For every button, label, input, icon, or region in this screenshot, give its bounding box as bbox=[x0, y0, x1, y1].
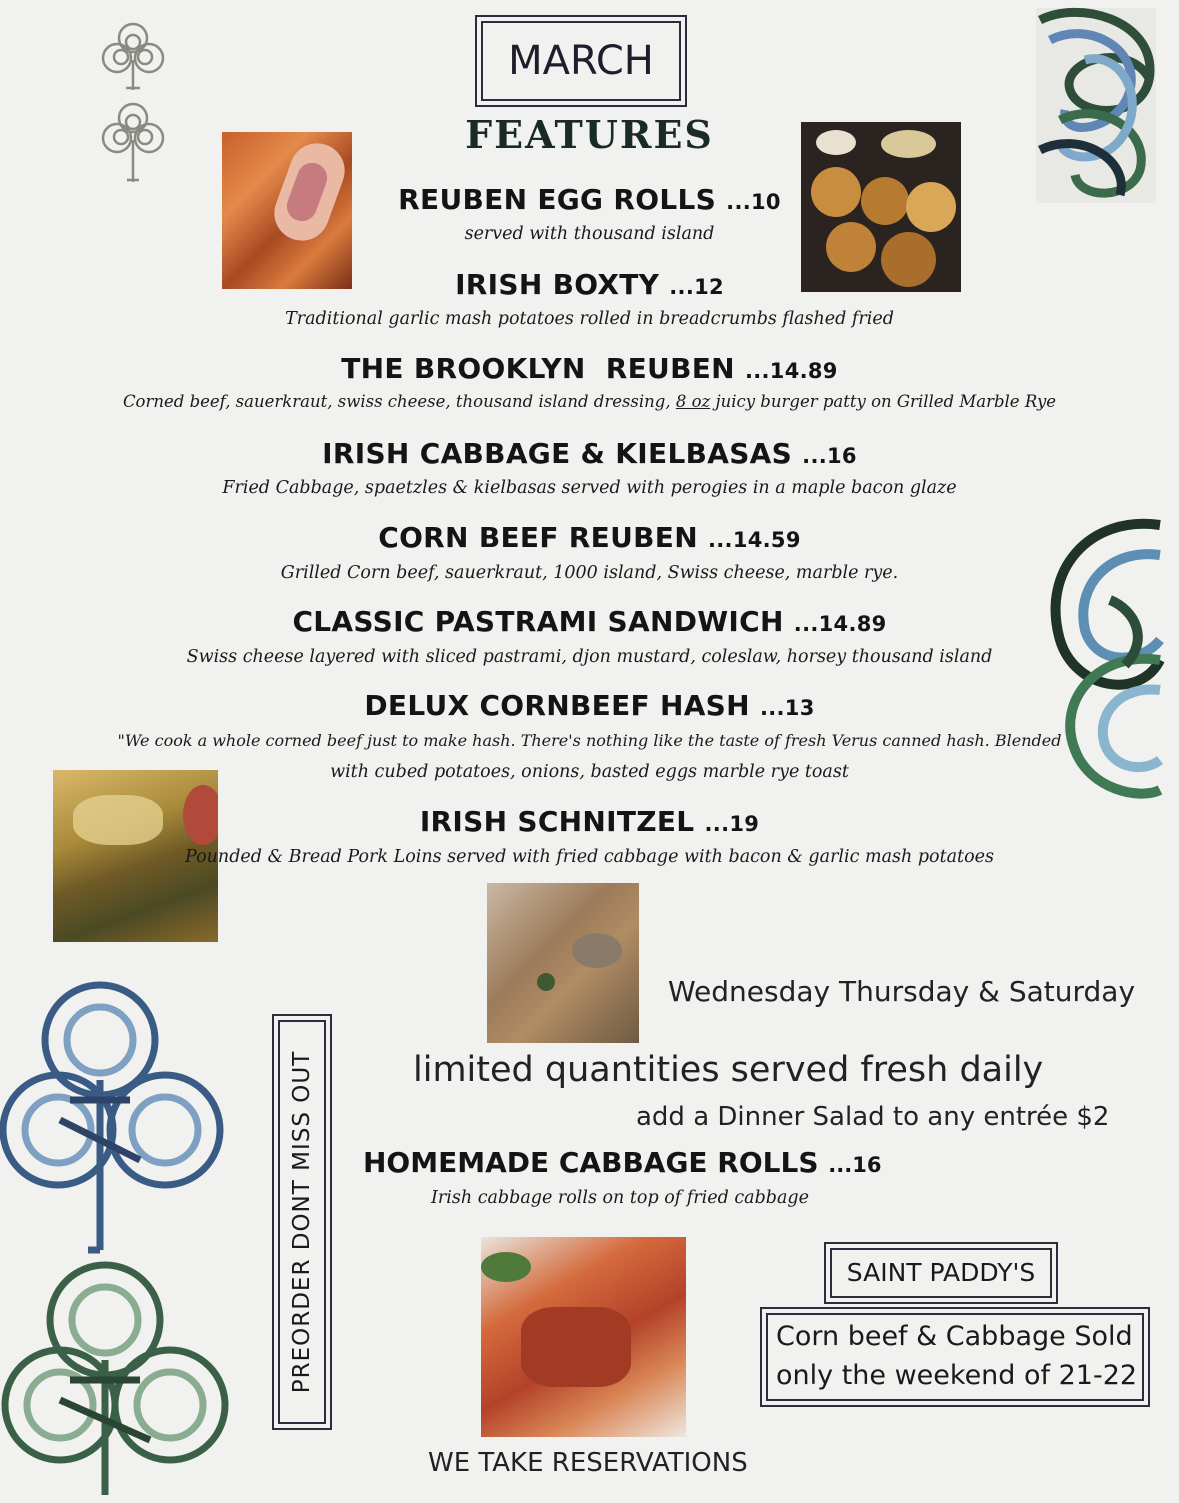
days-note: Wednesday Thursday & Saturday bbox=[668, 975, 1136, 1008]
dish-name bbox=[0, 183, 1179, 216]
reservations-note: WE TAKE RESERVATIONS bbox=[428, 1448, 748, 1478]
dish-description: Grilled Corn beef, sauerkraut, 1000 island, Swiss cheese, marble rye. bbox=[280, 563, 899, 583]
limited-note: limited quantities served fresh daily bbox=[413, 1050, 1044, 1090]
shamrock-icon bbox=[103, 24, 163, 90]
dish-description: served with thousand island bbox=[464, 224, 715, 244]
dish-price: ...16 bbox=[802, 444, 857, 468]
page-title: FEATURES bbox=[465, 112, 714, 157]
dish-description-underlined: 8 oz bbox=[675, 392, 711, 411]
dish-price: ...14.89 bbox=[793, 612, 887, 636]
dish-name bbox=[0, 437, 1179, 470]
dish-price: ...13 bbox=[759, 696, 815, 720]
dish-description: Irish cabbage rolls on top of fried cabbage bbox=[431, 1188, 809, 1208]
celtic-shamrock-icon bbox=[5, 1265, 225, 1495]
dish-name bbox=[0, 521, 1179, 554]
preorder-banner bbox=[278, 1020, 326, 1424]
dish-description-part: juicy burger patty on Grilled Marble Rye bbox=[710, 392, 1057, 411]
dish-description: Traditional garlic mash potatoes rolled in breadcrumbs flashed fried bbox=[285, 309, 894, 329]
dish-description: with cubed potatoes, onions, basted eggs marble rye toast bbox=[330, 762, 849, 782]
dish-description: "We cook a whole corned beef just to make hash. There's nothing like the taste of fresh Verus canned hash. Blended bbox=[117, 731, 1062, 750]
dish-title: CLASSIC PASTRAMI SANDWICH bbox=[292, 605, 784, 638]
dish-name bbox=[0, 352, 1179, 385]
dish-description: Fried Cabbage, spaetzles & kielbasas served with perogies in a maple bacon glaze bbox=[222, 478, 957, 498]
dish-title: REUBEN EGG ROLLS bbox=[398, 183, 717, 216]
cabbage-rolls-photo bbox=[481, 1237, 686, 1437]
dish-description: Pounded & Bread Pork Loins served with fried cabbage with bacon & garlic mash potatoes bbox=[185, 847, 994, 867]
dish-title: IRISH BOXTY bbox=[455, 268, 660, 301]
dish-description-part: Corned beef, sauerkraut, swiss cheese, thousand island dressing, bbox=[122, 392, 676, 411]
dish-price: ...12 bbox=[669, 275, 724, 299]
dish-name bbox=[0, 268, 1179, 301]
dish-price: ...10 bbox=[726, 190, 781, 214]
dish-title: THE BROOKLYN REUBEN bbox=[341, 352, 735, 385]
hash-photo bbox=[487, 883, 639, 1043]
saint-paddys-title: SAINT PADDY'S bbox=[846, 1258, 1036, 1287]
dish-name bbox=[0, 605, 1179, 638]
dish-description: Swiss cheese layered with sliced pastrami, djon mustard, coleslaw, horsey thousand island bbox=[186, 647, 993, 667]
celtic-shamrock-icon bbox=[3, 985, 220, 1250]
dish-title: DELUX CORNBEEF HASH bbox=[364, 689, 750, 722]
preorder-label: PREORDER DONT MISS OUT bbox=[289, 1050, 315, 1394]
dish-name bbox=[0, 805, 1179, 838]
saint-paddys-details bbox=[766, 1313, 1144, 1401]
dish-name bbox=[363, 1146, 881, 1179]
dish-name bbox=[0, 689, 1179, 722]
dish-price: ...16 bbox=[828, 1153, 882, 1177]
salad-note: add a Dinner Salad to any entrée $2 bbox=[636, 1102, 1110, 1132]
month-label: MARCH bbox=[508, 38, 654, 84]
dish-price: ...19 bbox=[704, 812, 760, 836]
saint-paddys-line: Corn beef & Cabbage Sold bbox=[776, 1321, 1133, 1352]
dish-title: IRISH SCHNITZEL bbox=[419, 805, 695, 838]
dish-description bbox=[0, 392, 1179, 411]
saint-paddys-line: only the weekend of 21-22 bbox=[776, 1360, 1138, 1391]
saint-paddys-banner bbox=[830, 1248, 1052, 1298]
celtic-knot-icon bbox=[1036, 8, 1156, 203]
dish-title: IRISH CABBAGE & KIELBASAS bbox=[322, 437, 793, 470]
dish-title: HOMEMADE CABBAGE ROLLS bbox=[363, 1146, 819, 1179]
dish-price: ...14.89 bbox=[744, 359, 838, 383]
dish-price: ...14.59 bbox=[708, 528, 801, 552]
month-banner bbox=[481, 21, 681, 101]
dish-title: CORN BEEF REUBEN bbox=[378, 521, 698, 554]
